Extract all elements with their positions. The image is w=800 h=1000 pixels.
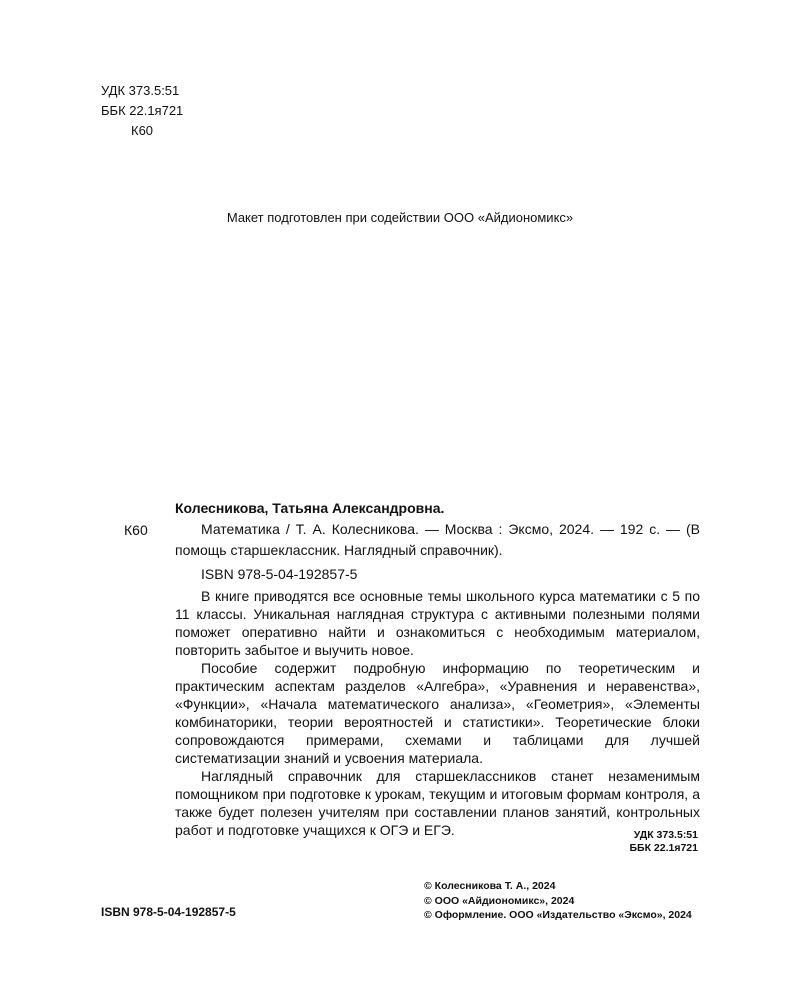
annotation xyxy=(175,587,700,839)
record-isbn: ISBN 978-5-04-192857-5 xyxy=(201,566,358,582)
copyright-block xyxy=(424,879,692,923)
title-statement: Математика / Т. А. Колесникова. — Москва : Эксмо, 2024. — 192 с. — (В помощь старшеклассник. Наглядный справочник). xyxy=(175,521,700,558)
isbn-footer: ISBN 978-5-04-192857-5 xyxy=(101,905,236,919)
author-mark: К60 xyxy=(131,123,154,138)
copyright-line: © Оформление. ООО «Издательство «Эксмо», 2024 xyxy=(424,909,692,921)
copyright-line: © Колесникова Т. А., 2024 xyxy=(424,880,556,892)
copyright-line: © ООО «Айдиономикс», 2024 xyxy=(424,894,575,907)
bibliographic-record xyxy=(175,519,700,561)
author-heading: Колесникова, Татьяна Александровна. xyxy=(175,500,445,516)
udk-code: УДК 373.5:51 xyxy=(101,83,180,98)
annotation-paragraph: В книге приводятся все основные темы школьного курса математики с 5 по 11 классы. Уникальная наглядная структура с активными полезными полями поможет оперативно найти и ознакомиться с необходимым материалом, повторить забытое и выучить новое. xyxy=(175,588,700,658)
bottom-udk-code: УДК 373.5:51 xyxy=(633,829,698,841)
record-author-mark: К60 xyxy=(124,522,148,538)
bbk-code: ББК 22.1я721 xyxy=(101,103,184,118)
layout-credit: Макет подготовлен при содействии ООО «Айдиономикс» xyxy=(226,210,574,225)
bottom-classification-codes xyxy=(560,829,698,855)
bottom-bbk-code: ББК 22.1я721 xyxy=(629,842,698,854)
classification-codes xyxy=(101,81,183,141)
annotation-paragraph: Наглядный справочник для старшеклассников станет незаменимым помощником при подготовке к урокам, текущим и итоговым формам контроля, а также будет полезен учителям при составлении планов занятий, контрольных работ и подготовке учащихся к ОГЭ и ЕГЭ. xyxy=(175,768,700,838)
annotation-paragraph: Пособие содержит подробную информацию по теоретическим и практическим аспектам разделов «Алгебра», «Уравнения и неравенства», «Функции», «Начала математического анализа», «Геометрия», «Элементы комбинаторики, теории вероятностей и статистики». Теоретические блоки сопровождаются примерами, схемами и таблицами для лучшей систематизации знаний и усвоения материала. xyxy=(175,660,700,766)
